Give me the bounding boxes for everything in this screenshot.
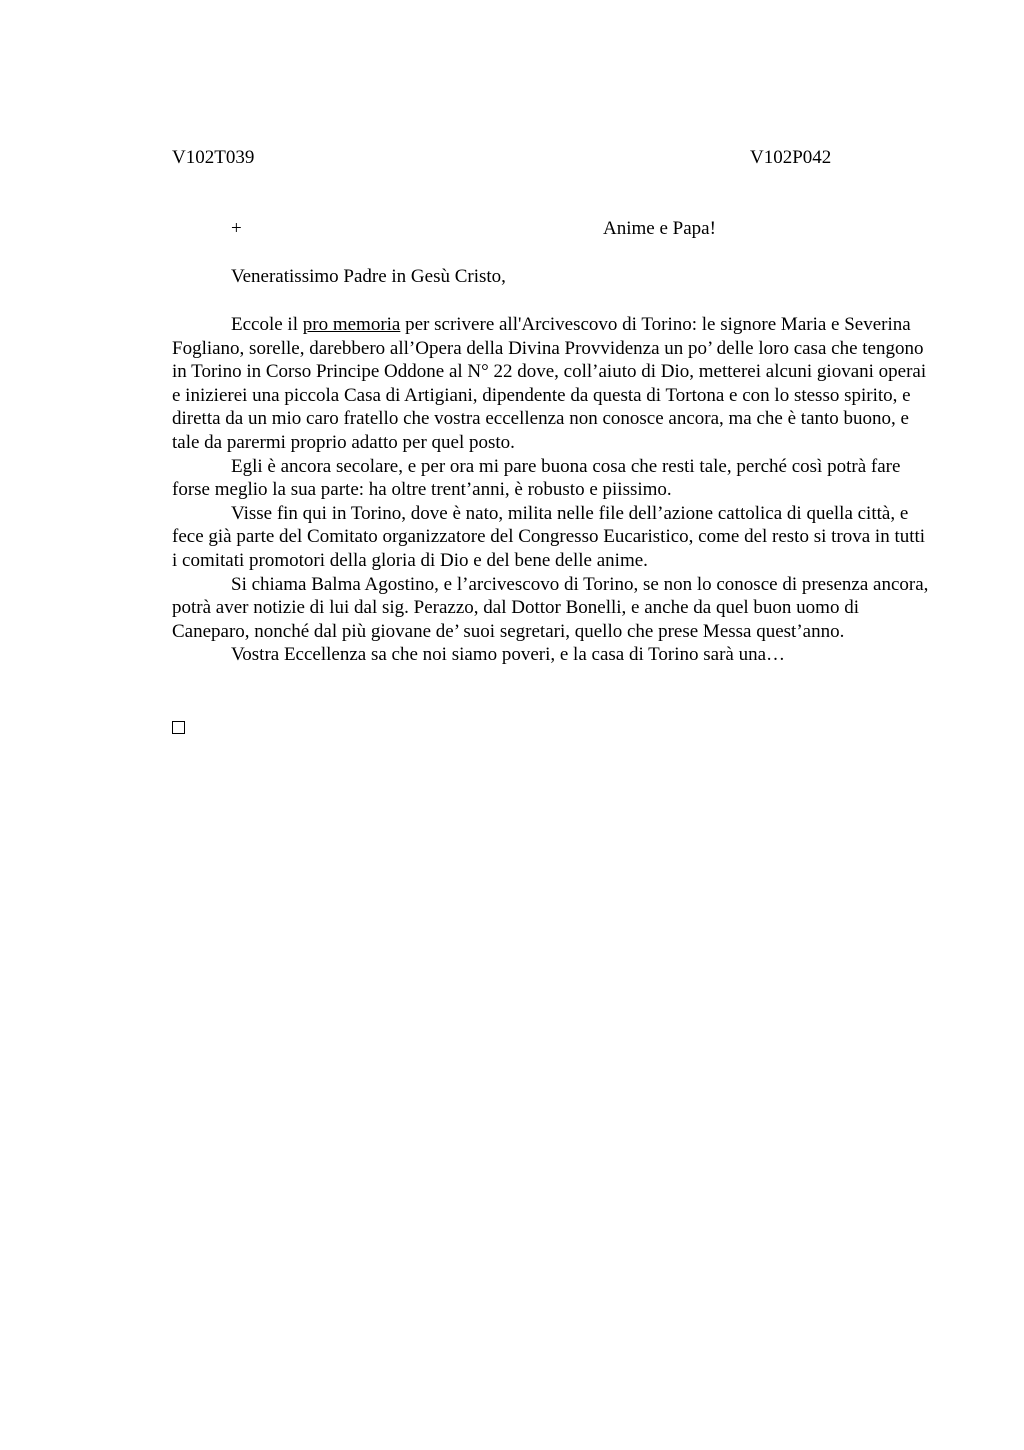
paragraph-5: Vostra Eccellenza sa che noi siamo poveri, e la casa di Torino sarà una… [231,644,786,666]
document-code-left: V102T039 [172,147,255,168]
motto: Anime e Papa! [603,218,716,239]
empty-square-icon [172,721,185,734]
salutation: Veneratissimo Padre in Gesù Cristo, [231,266,506,287]
paragraph-1 [172,313,932,455]
paragraph-3: Visse fin qui in Torino, dove è nato, milita nelle file dell’azione cattolica di quella città, e fece già parte del Comitato organizzatore del Congresso Eucaristico, come del resto si trova in tutti i comitati promotori della gloria di Dio e del bene delle anime. [172,502,926,571]
paragraph-2: Egli è ancora secolare, e per ora mi pare buona cosa che resti tale, perché così potrà fare forse meglio la sua parte: ha oltre trent’anni, è robusto e piissimo. [172,455,901,501]
paragraph-1-start: Eccole il [231,314,303,335]
letter-body [172,313,932,667]
paragraph-4: Si chiama Balma Agostino, e l’arcivescovo di Torino, se non lo conosce di presenza ancora, potrà aver notizie di lui dal sig. Perazzo, dal Dottor Bonelli, e anche da quel buon uomo di Caneparo, nonché dal più giovane de’ suoi segretari, quello che prese Messa quest’anno. [172,573,929,642]
underlined-phrase: pro memoria [302,314,401,335]
cross-symbol: + [231,218,242,239]
document-code-right: V102P042 [750,147,832,168]
paragraph-1-rest: per scrivere all'Arcivescovo di Torino: le signore Maria e Severina Fogliano, sorelle, darebbero all’Opera della Divina Provvidenza un po’ delle loro casa che tengono in Torino in Corso Principe Oddone al N° 22 dove, coll’aiuto di Dio, metterei alcuni giovani operai e inizierei una piccola Casa di Artigiani, dipendente da questa di Tortona e con lo stesso spirito, e diretta da un mio caro fratello che vostra eccellenza non conosce ancora, ma che è tanto buono, e tale da parermi proprio adatto per quel posto. [172,314,927,453]
